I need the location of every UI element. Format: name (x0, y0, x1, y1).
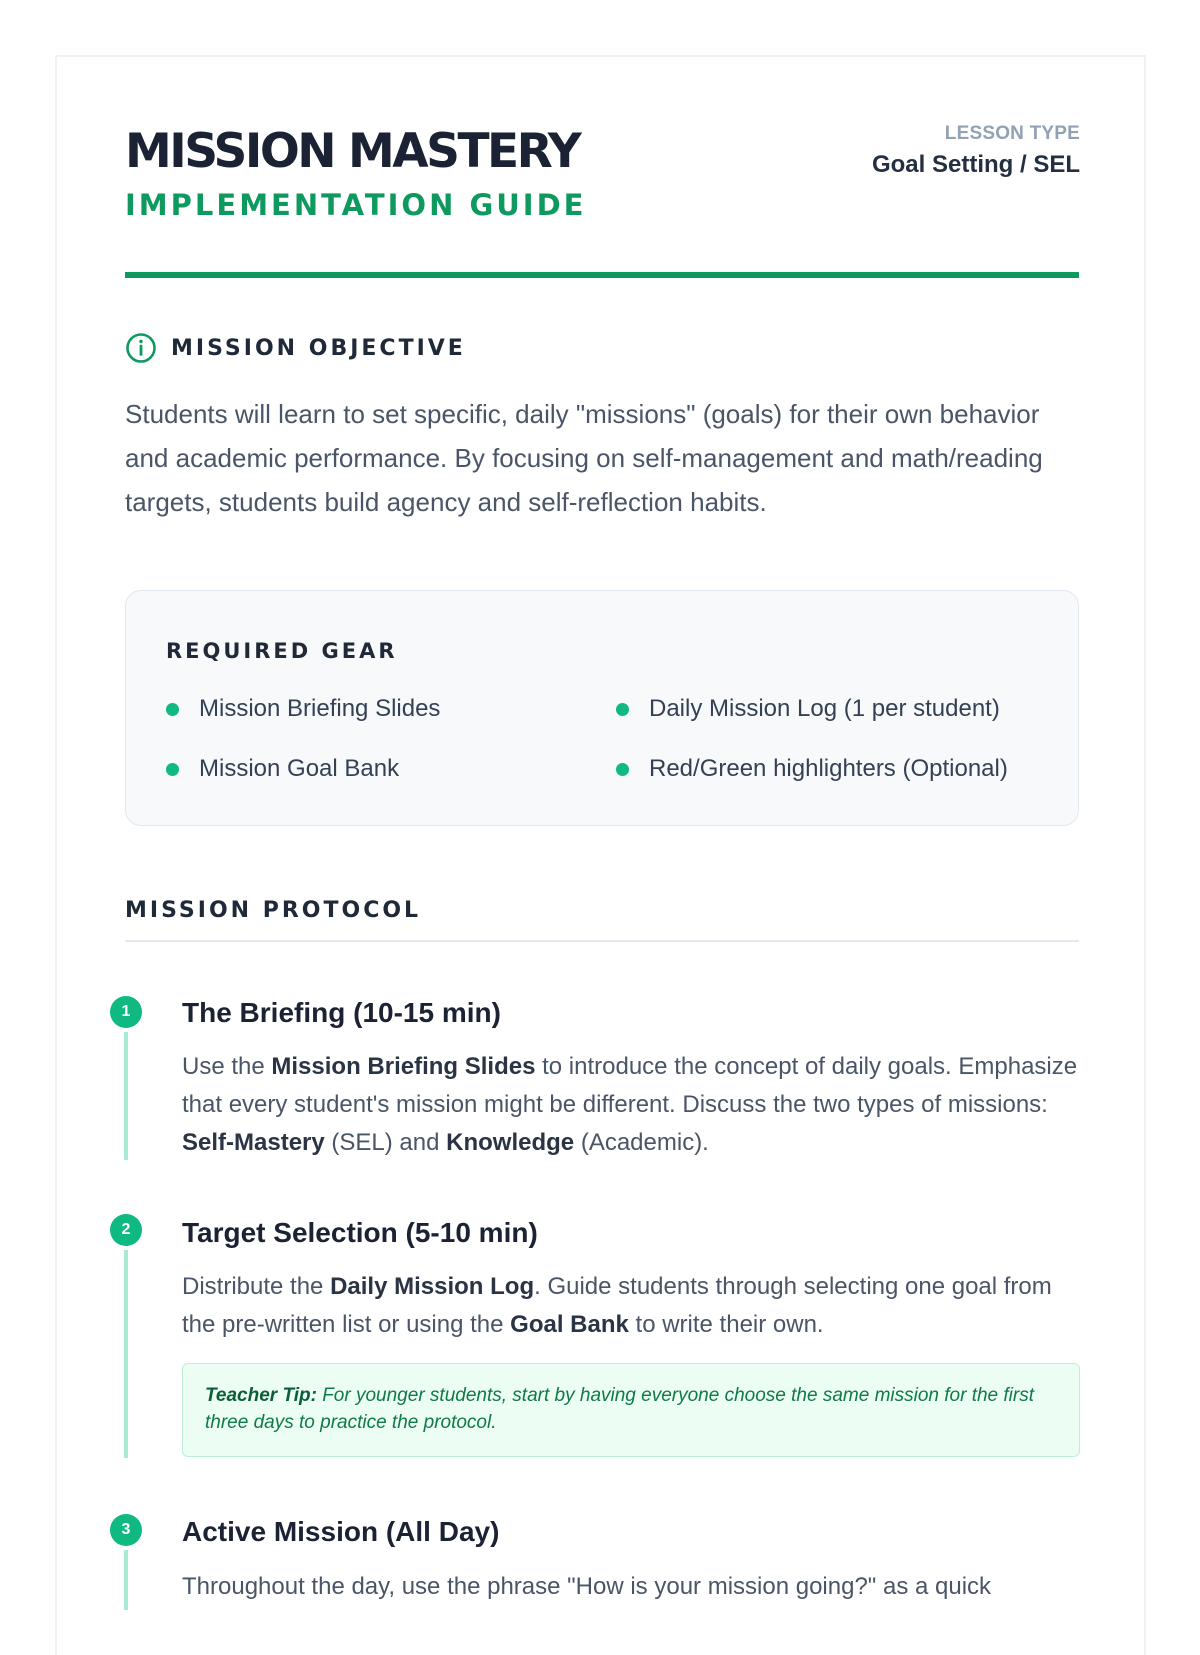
page-title: MISSION MASTERY (125, 124, 580, 179)
step-body (182, 1048, 1080, 1162)
protocol-heading: MISSION PROTOCOL (125, 898, 422, 923)
step-title: Active Mission (All Day) (182, 1516, 500, 1547)
protocol-divider (125, 940, 1079, 942)
page-subtitle: IMPLEMENTATION GUIDE (125, 188, 587, 222)
gear-item (616, 755, 1008, 783)
step-timeline-line (124, 1010, 128, 1160)
objective-heading (125, 332, 466, 364)
lesson-type-block (872, 123, 1080, 179)
lesson-type-label: LESSON TYPE (944, 123, 1080, 144)
gear-item-label: Mission Goal Bank (199, 755, 400, 782)
emphasis-text: Mission Briefing Slides (271, 1053, 536, 1080)
step-number-badge: 1 (110, 996, 142, 1028)
teacher-tip-text: For younger students, start by having everyone choose the same mission for the first three days to practice the protocol. (205, 1385, 1034, 1433)
teacher-tip (182, 1363, 1080, 1457)
body-text: Distribute the (182, 1273, 331, 1300)
header-divider (125, 272, 1079, 278)
step-body (182, 1568, 1080, 1606)
step-timeline-line (124, 1230, 128, 1458)
step-number-badge: 3 (110, 1514, 142, 1546)
gear-item-label: Red/Green highlighters (Optional) (649, 755, 1008, 782)
teacher-tip-label: Teacher Tip: (205, 1385, 317, 1406)
body-text: (SEL) and (324, 1129, 447, 1156)
gear-item (166, 755, 399, 783)
step-number-badge: 2 (110, 1214, 142, 1246)
bullet-dot (616, 703, 629, 716)
info-icon (125, 332, 157, 364)
required-gear-panel (125, 590, 1079, 826)
bullet-dot (166, 703, 179, 716)
emphasis-text: Goal Bank (510, 1311, 629, 1338)
lesson-type-value: Goal Setting / SEL (871, 151, 1080, 178)
body-text: (Academic). (574, 1129, 709, 1156)
objective-text: Students will learn to set specific, daily "missions" (goals) for their own behavior and academic performance. By focusing on self-management and math/reading targets, students build agency and self-reflection habits. (125, 399, 1043, 517)
emphasis-text: Self-Mastery (182, 1129, 325, 1156)
step-title: The Briefing (10-15 min) (182, 997, 501, 1028)
gear-item-label: Daily Mission Log (1 per student) (649, 695, 1000, 722)
body-text: Throughout the day, use the phrase "How is your mission going?" as a quick (182, 1573, 992, 1600)
objective-heading-label: MISSION OBJECTIVE (171, 335, 466, 361)
body-text: to write their own. (628, 1311, 824, 1338)
body-text: . Guide students through selecting one goal from the pre-written list or using the (182, 1273, 1052, 1338)
body-text: Use the (182, 1053, 272, 1080)
gear-heading: REQUIRED GEAR (166, 639, 398, 663)
body-text: to introduce the concept of daily goals. Emphasize that every student's mission might be different. Discuss the two types of missions: (182, 1053, 1078, 1118)
bullet-dot (166, 763, 179, 776)
gear-item (616, 695, 1000, 723)
gear-item-label: Mission Briefing Slides (199, 695, 441, 722)
step-title: Target Selection (5-10 min) (182, 1217, 538, 1248)
step-body (182, 1268, 1080, 1344)
emphasis-text: Knowledge (446, 1129, 575, 1156)
emphasis-text: Daily Mission Log (330, 1273, 535, 1300)
bullet-dot (616, 763, 629, 776)
gear-item (166, 695, 440, 723)
